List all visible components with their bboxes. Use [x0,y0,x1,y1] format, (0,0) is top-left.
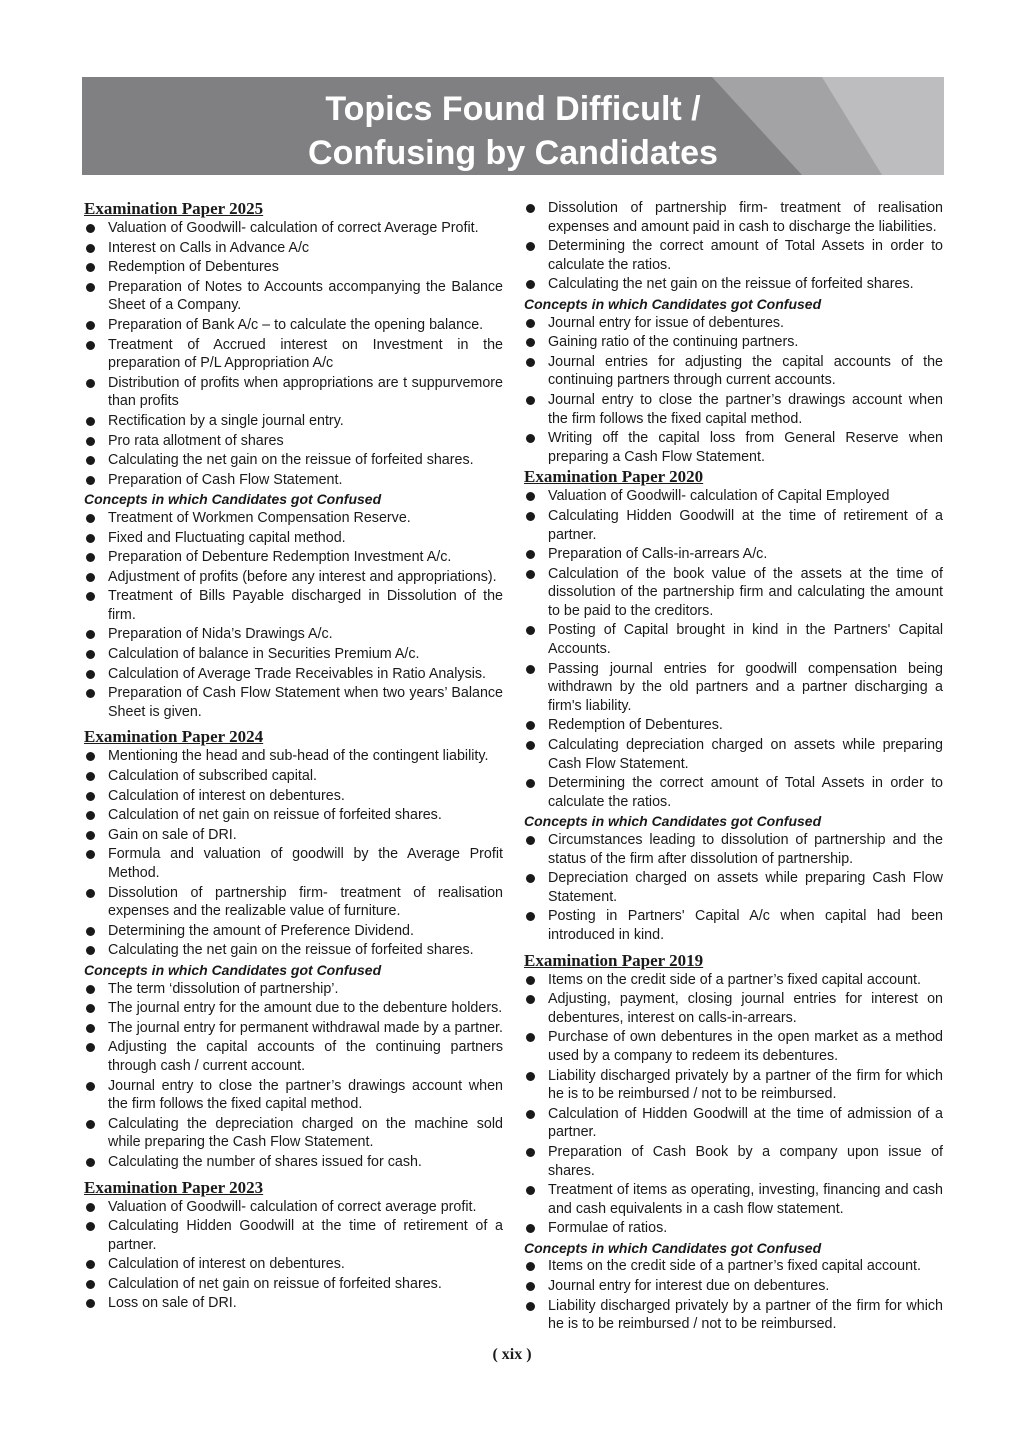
list-item-text: Journal entry to close the partner’s drawings account when the firm follows the fixed capital method. [108,1077,503,1113]
bullet-icon [526,995,535,1004]
list-item-text: Calculating the net gain on the reissue of forfeited shares. [108,452,474,469]
list-item-text: Journal entry to close the partner’s drawings account when the firm follows the fixed capital method. [548,391,943,427]
list-item [524,716,943,735]
list-item [84,1077,503,1114]
list-item-text: Calculation of net gain on reissue of forfeited shares. [108,1275,442,1292]
bullet-icon [86,831,95,840]
bullet-icon [526,1033,535,1042]
list-item-text: Journal entry for interest due on debentures. [548,1278,830,1295]
bullet-icon [526,721,535,730]
list-item [524,314,943,333]
list-item [524,660,943,716]
bullet-icon [86,650,95,659]
bullet-icon [86,850,95,859]
list-item-text: Mentioning the head and sub-head of the contingent liability. [108,748,489,765]
list-item-text: Calculating Hidden Goodwill at the time of retirement of a partner. [548,507,943,543]
list-item [84,1019,503,1038]
bullet-icon [526,1302,535,1311]
list-item [84,980,503,999]
list-item [84,767,503,786]
list-item-text: Calculating depreciation charged on assets while preparing Cash Flow Statement. [548,737,943,772]
bullet-list [84,509,503,722]
list-item [524,1181,943,1218]
bullet-icon [86,1222,95,1231]
list-item [84,548,503,567]
bullet-icon [526,1110,535,1119]
list-item [524,507,943,544]
list-item-text: Calculation of Average Trade Receivables in Ratio Analysis. [108,665,487,682]
list-item-text: Redemption of Debentures. [548,717,723,734]
list-item-text: Preparation of Nida’s Drawings A/c. [108,626,333,643]
bullet-icon [86,811,95,820]
list-item-text: Liability discharged privately by a partner of the firm for which he is to be reimbursed / not to be reimbursed. [548,1297,943,1333]
bullet-icon [86,592,95,601]
list-item [524,199,943,236]
list-item [84,1153,503,1172]
bullet-list [84,219,503,489]
list-item-text: Calculation of interest on debentures. [108,1256,345,1273]
bullet-icon [526,976,535,985]
list-item [524,990,943,1027]
list-item [84,509,503,528]
list-item [524,333,943,352]
list-item-text: Dissolution of partnership firm- treatment of realisation expenses and amount paid in cash to discharge the liabilities. [548,200,943,235]
list-item-text: Calculation of balance in Securities Premium A/c. [108,646,420,663]
bullet-icon [526,338,535,347]
list-item [84,219,503,238]
list-item-text: Formulae of ratios. [548,1220,668,1237]
bullet-icon [526,1224,535,1233]
section-heading: Examination Paper 2023 [84,1177,264,1197]
bullet-icon [86,927,95,936]
list-item [84,471,503,490]
list-item-text: Calculation of Hidden Goodwill at the time of admission of a partner. [548,1105,943,1141]
list-item-text: Journal entry for issue of debentures. [548,314,785,331]
list-item [84,568,503,587]
bullet-icon [526,242,535,251]
list-item [524,1297,943,1334]
list-item-text: The journal entry for permanent withdrawal made by a partner. [108,1019,503,1036]
list-item [524,1143,943,1180]
list-item-text: Treatment of Bills Payable discharged in Dissolution of the firm. [108,588,503,623]
list-item [524,971,943,990]
bullet-icon [86,283,95,292]
bullet-icon [86,1024,95,1033]
bullet-icon [526,741,535,750]
list-item-text: Calculating the number of shares issued for cash. [108,1153,422,1170]
list-item-text: Fixed and Fluctuating capital method. [108,529,346,546]
list-item-text: Writing off the capital loss from General Reserve when preparing a Cash Flow Statement. [548,430,943,465]
bullet-icon [86,456,95,465]
list-item [524,565,943,621]
right-column [524,199,943,1335]
list-item [84,451,503,470]
list-item [84,412,503,431]
bullet-icon [526,912,535,921]
list-item-text: Calculating the net gain on the reissue of forfeited shares. [108,942,474,959]
list-item [84,999,503,1018]
bullet-icon [86,772,95,781]
confused-concepts-subheading: Concepts in which Candidates got Confused [84,961,382,978]
bullet-icon [86,1203,95,1212]
bullet-icon [86,1082,95,1091]
bullet-icon [526,358,535,367]
page-title-line-1: Topics Found Difficult / [325,90,701,128]
list-item-text: The term ‘dissolution of partnership’. [108,980,339,997]
bullet-icon [526,836,535,845]
bullet-icon [86,752,95,761]
bullet-icon [86,514,95,523]
list-item [84,316,503,335]
section-heading: Examination Paper 2024 [84,727,264,747]
confused-concepts-subheading: Concepts in which Candidates got Confused [524,813,822,830]
list-item [524,1277,943,1296]
list-item [524,621,943,658]
bullet-icon [86,1158,95,1167]
bullet-icon [86,224,95,233]
list-item-text: Pro rata allotment of shares [108,432,284,449]
bullet-icon [526,434,535,443]
list-item [524,736,943,773]
bullet-icon [526,550,535,559]
list-item-text: Preparation of Calls-in-arrears A/c. [548,546,768,563]
page-title [82,87,944,175]
list-item [84,1275,503,1294]
list-item [84,1115,503,1152]
list-item-text: Treatment of Workmen Compensation Reserve. [108,509,411,526]
bullet-list [524,199,943,294]
bullet-icon [86,417,95,426]
list-item-text: Adjustment of profits (before any interest and appropriations). [108,568,497,585]
list-item [524,869,943,906]
list-item [524,1067,943,1104]
bullet-icon [526,1072,535,1081]
list-item-text: Determining the correct amount of Total Assets in order to calculate the ratios. [548,238,943,273]
bullet-icon [526,1148,535,1157]
list-item-text: Preparation of Cash Flow Statement. [108,471,343,488]
list-item-text: Calculating the depreciation charged on the machine sold while preparing the Cash Flow Statement. [108,1115,503,1151]
list-item [84,587,503,624]
list-item-text: Dissolution of partnership firm- treatment of realisation expenses and the realizable value of furniture. [108,884,503,920]
bullet-icon [86,244,95,253]
list-item-text: Depreciation charged on assets while preparing Cash Flow Statement. [548,870,943,905]
list-item [84,787,503,806]
list-item-text: Calculation of net gain on reissue of forfeited shares. [108,807,442,824]
bullet-icon [526,665,535,674]
bullet-icon [526,1186,535,1195]
bullet-icon [526,874,535,883]
bullet-list [84,980,503,1172]
bullet-icon [86,476,95,485]
bullet-list [524,314,943,467]
list-item-text: Determining the correct amount of Total Assets in order to calculate the ratios. [548,775,943,810]
bullet-icon [86,1260,95,1269]
list-item [524,774,943,811]
list-item [524,907,943,944]
list-item [84,625,503,644]
list-item [84,665,503,684]
list-item [84,336,503,373]
list-item [524,1105,943,1142]
list-item [84,684,503,721]
bullet-icon [526,1262,535,1271]
bullet-icon [86,1299,95,1308]
list-item-text: Journal entries for adjusting the capital accounts of the continuing partners through current accounts. [548,353,943,389]
bullet-icon [86,321,95,330]
list-item [84,1198,503,1217]
list-item [84,941,503,960]
bullet-icon [86,889,95,898]
list-item [84,432,503,451]
list-item [84,922,503,941]
bullet-icon [86,1120,95,1129]
bullet-icon [86,553,95,562]
list-item [84,374,503,411]
bullet-list [524,971,943,1238]
list-item-text: Purchase of own debentures in the open market as a method used by a company to redeem its debentures. [548,1029,943,1064]
list-item-text: The journal entry for the amount due to the debenture holders. [108,1000,503,1017]
list-item-text: Calculating the net gain on the reissue of forfeited shares. [548,276,914,293]
list-item [84,806,503,825]
bullet-icon [526,204,535,213]
bullet-icon [86,573,95,582]
list-item-text: Preparation of Cash Flow Statement when two years’ Balance Sheet is given. [108,685,503,720]
bullet-icon [86,792,95,801]
list-item-text: Gain on sale of DRI. [108,826,237,843]
list-item [84,1038,503,1075]
list-item-text: Calculation of subscribed capital. [108,768,318,785]
list-item-text: Treatment of items as operating, investing, financing and cash and cash equivalents in a cash flow statement. [548,1182,943,1217]
list-item [84,884,503,921]
list-item [524,1219,943,1238]
list-item-text: Items on the credit side of a partner’s fixed capital account. [548,1258,921,1275]
bullet-icon [526,512,535,521]
list-item-text: Gaining ratio of the continuing partners. [548,334,799,351]
bullet-icon [86,1280,95,1289]
list-item [524,275,943,294]
list-item [84,645,503,664]
list-item [524,831,943,868]
list-item-text: Treatment of Accrued interest on Investment in the preparation of P/L Appropriation A/c [108,336,503,372]
list-item-text: Determining the amount of Preference Dividend. [108,922,414,939]
list-item-text: Items on the credit side of a partner’s fixed capital account. [548,971,921,988]
bullet-icon [86,437,95,446]
section-heading: Examination Paper 2020 [524,467,704,487]
list-item [524,353,943,390]
list-item [84,826,503,845]
list-item [84,239,503,258]
list-item-text: Valuation of Goodwill- calculation of correct average profit. [108,1198,477,1215]
list-item-text: Posting in Partners' Capital A/c when capital had been introduced in kind. [548,908,943,943]
list-item-text: Circumstances leading to dissolution of partnership and the status of the firm after dissolution of partnership. [548,832,943,867]
list-item-text: Calculation of interest on debentures. [108,787,345,804]
bullet-icon [86,379,95,388]
bullet-icon [86,534,95,543]
list-item-text: Preparation of Debenture Redemption Investment A/c. [108,549,452,566]
confused-concepts-subheading: Concepts in which Candidates got Confused [524,295,822,312]
confused-concepts-subheading: Concepts in which Candidates got Confused [84,491,382,508]
list-item-text: Preparation of Notes to Accounts accompanying the Balance Sheet of a Company. [108,278,503,314]
bullet-icon [526,319,535,328]
bullet-icon [526,280,535,289]
list-item [84,258,503,277]
bullet-list [84,1198,503,1314]
bullet-icon [86,946,95,955]
bullet-list [524,487,943,811]
bullet-icon [526,626,535,635]
list-item-text: Calculating Hidden Goodwill at the time of retirement of a partner. [108,1218,503,1253]
list-item [524,1028,943,1065]
list-item-text: Passing journal entries for goodwill compensation being withdrawn by the old partners and a partner discharging a firm's liability. [548,660,943,714]
list-item [524,1257,943,1276]
bullet-icon [86,263,95,272]
list-item-text: Interest on Calls in Advance A/c [108,239,310,256]
list-item [84,529,503,548]
list-item [84,278,503,315]
list-item-text: Valuation of Goodwill- calculation of Capital Employed [548,488,890,505]
bullet-list [84,747,503,960]
list-item-text: Liability discharged privately by a partner of the firm for which he is to be reimbursed / not to be reimbursed. [548,1067,943,1103]
bullet-icon [86,670,95,679]
bullet-icon [86,341,95,350]
list-item [84,1294,503,1313]
list-item [524,237,943,274]
list-item-text: Loss on sale of DRI. [108,1295,237,1312]
bullet-icon [86,630,95,639]
list-item [524,391,943,428]
list-item-text: Preparation of Bank A/c – to calculate the opening balance. [108,316,484,333]
bullet-icon [526,1282,535,1291]
list-item [524,487,943,506]
list-item-text: Distribution of profits when appropriations are t suppurvemore than profits [108,374,503,410]
bullet-icon [526,492,535,501]
bullet-icon [526,570,535,579]
list-item [524,545,943,564]
bullet-icon [86,689,95,698]
confused-concepts-subheading: Concepts in which Candidates got Confused [524,1239,822,1256]
list-item-text: Rectification by a single journal entry. [108,412,344,429]
list-item [84,845,503,882]
section-heading: Examination Paper 2019 [524,950,704,970]
list-item-text: Formula and valuation of goodwill by the Average Profit Method. [108,846,503,881]
bullet-icon [86,1043,95,1052]
bullet-icon [86,1004,95,1013]
page-title-line-2: Confusing by Candidates [308,134,718,172]
list-item-text: Posting of Capital brought in kind in the Partners' Capital Accounts. [548,622,943,658]
bullet-list [524,1257,943,1333]
bullet-icon [526,779,535,788]
list-item-text: Calculation of the book value of the assets at the time of dissolution of the partnership firm and calculating the amount to be paid to the creditors. [548,565,943,619]
list-item-text: Valuation of Goodwill- calculation of correct Average Profit. [108,220,479,236]
list-item [84,1255,503,1274]
section-heading: Examination Paper 2025 [84,199,264,218]
list-item-text: Preparation of Cash Book by a company upon issue of shares. [548,1143,943,1179]
bullet-icon [86,985,95,994]
list-item-text: Adjusting, payment, closing journal entries for interest on debentures, interest on calls-in-arrears. [548,991,943,1026]
bullet-list [524,831,943,945]
list-item-text: Redemption of Debentures [108,259,279,276]
title-banner [82,77,944,175]
list-item-text: Adjusting the capital accounts of the continuing partners through cash / current account. [108,1039,503,1074]
list-item [84,747,503,766]
list-item [524,429,943,466]
list-item [84,1217,503,1254]
left-column [84,199,503,1314]
page-number: ( xix ) [492,1346,532,1363]
bullet-icon [526,396,535,405]
